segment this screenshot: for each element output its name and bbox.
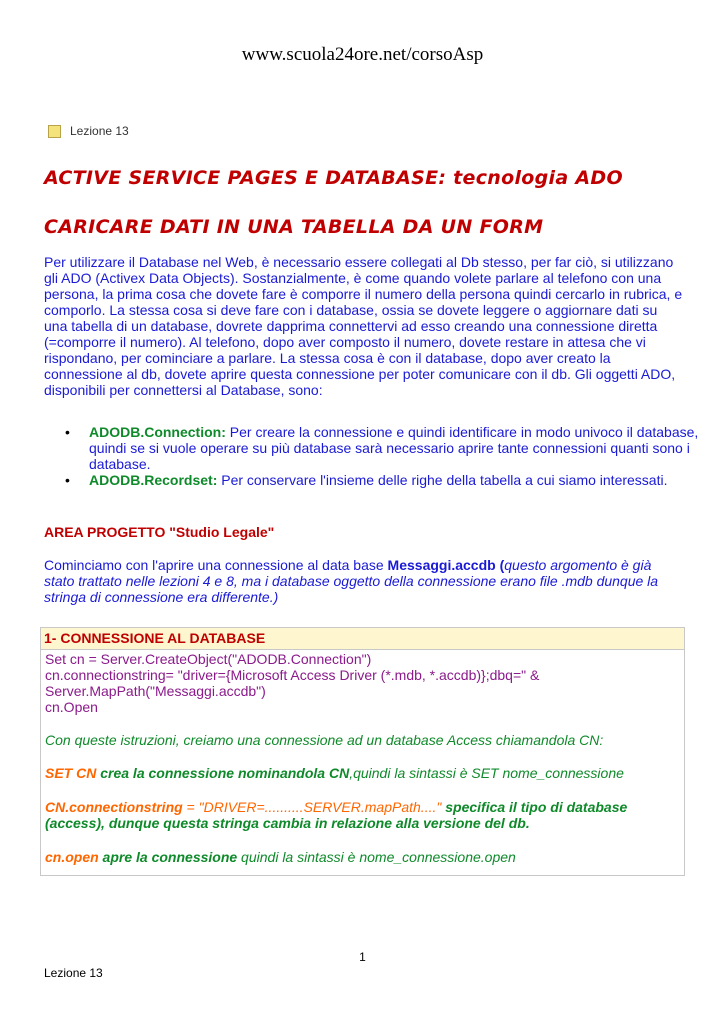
set-cn-explanation: [45, 765, 680, 781]
connectionstring-explanation: [45, 799, 680, 831]
page-number: 1: [359, 950, 366, 964]
bullet-icon: •: [65, 472, 70, 488]
code-line: Set cn = Server.CreateObject("ADODB.Connection"): [45, 651, 372, 667]
header-url: www.scuola24ore.net/corsoAsp: [241, 44, 484, 65]
lesson-tag: [48, 124, 129, 138]
intro-paragraph: Per utilizzare il Database nel Web, è necessario essere collegati al Db stesso, per far ciò, si utilizzano gli ADO (Activex Data Objects). Sostanzialmente, è come quando volete parlare al telefono con una persona, la prima cosa che dovete fare è comporre il numero della persona quindi cercarlo in rubrica, e comporlo. La stessa cosa si deve fare con i database, ossia se dovete leggere o aggiornare dati su una tabella di un database, dovrete dapprima connettervi ad esso creando una connessione diretta (=comporre il numero). Al telefono, dopo aver composto il numero, dovete restare in attesa che vi rispondano, per cominciare a parlare. La stessa cosa è con il database, dopo aver creato la connessione al db, dovete aprire questa connessione per poter comunicare con il db. Gli oggetti ADO, disponibili per connettersi al Database, sono:: [44, 254, 683, 398]
open-rest: quindi la sintassi è nome_connessione.open: [237, 849, 516, 865]
para-paren: (: [495, 557, 505, 573]
cs-value: = "DRIVER=..........SERVER.mapPath....": [182, 799, 442, 815]
code-line: Server.MapPath("Messaggi.accdb"): [45, 683, 266, 699]
set-cn-keyword: SET CN: [45, 765, 97, 781]
lesson-tag-label: Lezione 13: [70, 124, 129, 138]
list-item: [65, 424, 725, 472]
set-cn-rest: ,quindi la sintassi è SET nome_connessione: [349, 765, 624, 781]
code-line: cn.connectionstring= "driver={Microsoft Access Driver (*.mdb, *.accdb)};dbq=" &: [45, 667, 540, 683]
list-item-text: Per creare la connessione e quindi identificare in modo univoco il database, quindi se si vuole operare su più database sarà necessario aprire tante connessioni quanti sono i database.: [89, 424, 699, 472]
note-icon: [48, 125, 61, 138]
open-desc: apre la connessione: [98, 849, 238, 865]
code-line: cn.Open: [45, 699, 98, 715]
list-item: [65, 472, 725, 488]
para-note: questo argomento è già stato trattato nelle lezioni 4 e 8, ma i database oggetto della connessione erano file .mdb dunque la stringa di connessione era differente.): [44, 557, 659, 605]
open-keyword: cn.open: [45, 849, 99, 865]
intro-connection-paragraph: [44, 557, 684, 605]
cs-desc: specifica il tipo di database (access), dunque questa stringa cambia in relazione alla versione del db.: [45, 799, 628, 831]
db-name: Messaggi.accdb: [387, 557, 496, 573]
open-explanation: [45, 849, 680, 865]
sub-title: CARICARE DATI IN UNA TABELLA DA UN FORM: [44, 216, 544, 238]
code-comment: Con queste istruzioni, creiamo una connessione ad un database Access chiamandola CN:: [45, 732, 604, 748]
code-box: [40, 627, 685, 876]
area-title: AREA PROGETTO "Studio Legale": [44, 524, 275, 540]
bullet-icon: •: [65, 424, 70, 440]
main-title: ACTIVE SERVICE PAGES E DATABASE: tecnologia ADO: [44, 167, 623, 189]
list-item-text: Per conservare l'insieme delle righe della tabella a cui siamo interessati.: [217, 472, 668, 488]
ado-objects-list: [44, 424, 725, 488]
list-item-key: ADODB.Recordset:: [89, 472, 218, 488]
code-box-body: [41, 650, 684, 866]
cs-keyword: CN.connectionstring: [45, 799, 183, 815]
footer-lesson: Lezione 13: [44, 966, 103, 980]
para-lead: Cominciamo con l'aprire una connessione al data base: [44, 557, 388, 573]
code-box-heading: 1- CONNESSIONE AL DATABASE: [41, 628, 684, 650]
list-item-key: ADODB.Connection:: [89, 424, 226, 440]
set-cn-desc: crea la connessione nominandola CN: [96, 765, 350, 781]
